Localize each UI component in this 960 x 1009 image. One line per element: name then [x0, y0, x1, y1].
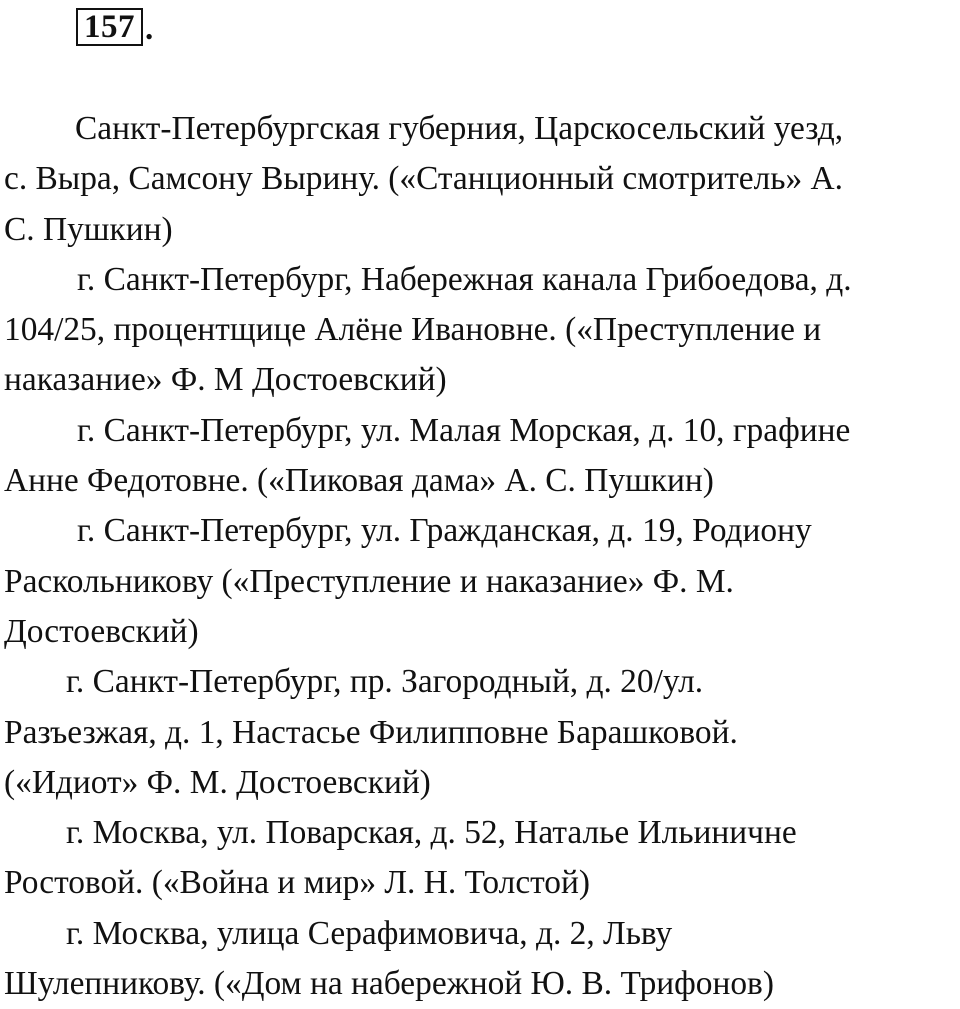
- text-line: Разъезжая, д. 1, Настасье Филипповне Барашковой.: [4, 713, 738, 751]
- paragraph-4: [4, 506, 960, 657]
- text-line: Раскольникову («Преступление и наказание» Ф. М.: [4, 562, 734, 600]
- address-list: [4, 104, 960, 1009]
- text-line: С. Пушкин): [4, 210, 173, 248]
- text-line: Анне Федотовне. («Пиковая дама» А. С. Пушкин): [4, 462, 714, 500]
- text-line: («Идиот» Ф. М. Достоевский): [4, 763, 431, 801]
- paragraph-3: [4, 406, 960, 507]
- text-line: г. Санкт-Петербург, ул. Гражданская, д. 19, Родиону: [77, 512, 812, 550]
- text-line: с. Выра, Самсону Вырину. («Станционный смотритель» А.: [4, 160, 844, 198]
- text-line: г. Санкт-Петербург, пр. Загородный, д. 20/ул.: [66, 663, 704, 701]
- paragraph-5: [4, 657, 960, 808]
- text-line: наказание» Ф. М Достоевский): [4, 361, 447, 399]
- text-line: Санкт-Петербургская губерния, Царскосельский уезд,: [75, 110, 844, 147]
- text-line: Ростовой. («Война и мир» Л. Н. Толстой): [4, 864, 590, 902]
- paragraph-6: [4, 808, 960, 909]
- paragraph-7: [4, 909, 960, 1009]
- paragraph-2: [4, 255, 960, 406]
- paragraph-1: [4, 104, 960, 255]
- exercise-number-dot: .: [145, 11, 154, 47]
- text-line: г. Санкт-Петербург, Набережная канала Грибоедова, д.: [77, 260, 852, 298]
- text-line: г. Москва, ул. Поварская, д. 52, Наталье Ильиничне: [66, 814, 797, 852]
- text-line: г. Москва, улица Серафимовича, д. 2, Льву: [66, 914, 673, 952]
- exercise-header: [76, 6, 153, 46]
- text-line: 104/25, процентщице Алёне Ивановне. («Преступление и: [4, 311, 822, 349]
- exercise-number: 157: [76, 8, 143, 46]
- text-line: г. Санкт-Петербург, ул. Малая Морская, д. 10, графине: [77, 411, 851, 449]
- text-line: Достоевский): [4, 612, 199, 650]
- text-line: Шулепникову. («Дом на набережной Ю. В. Трифонов): [4, 965, 774, 1003]
